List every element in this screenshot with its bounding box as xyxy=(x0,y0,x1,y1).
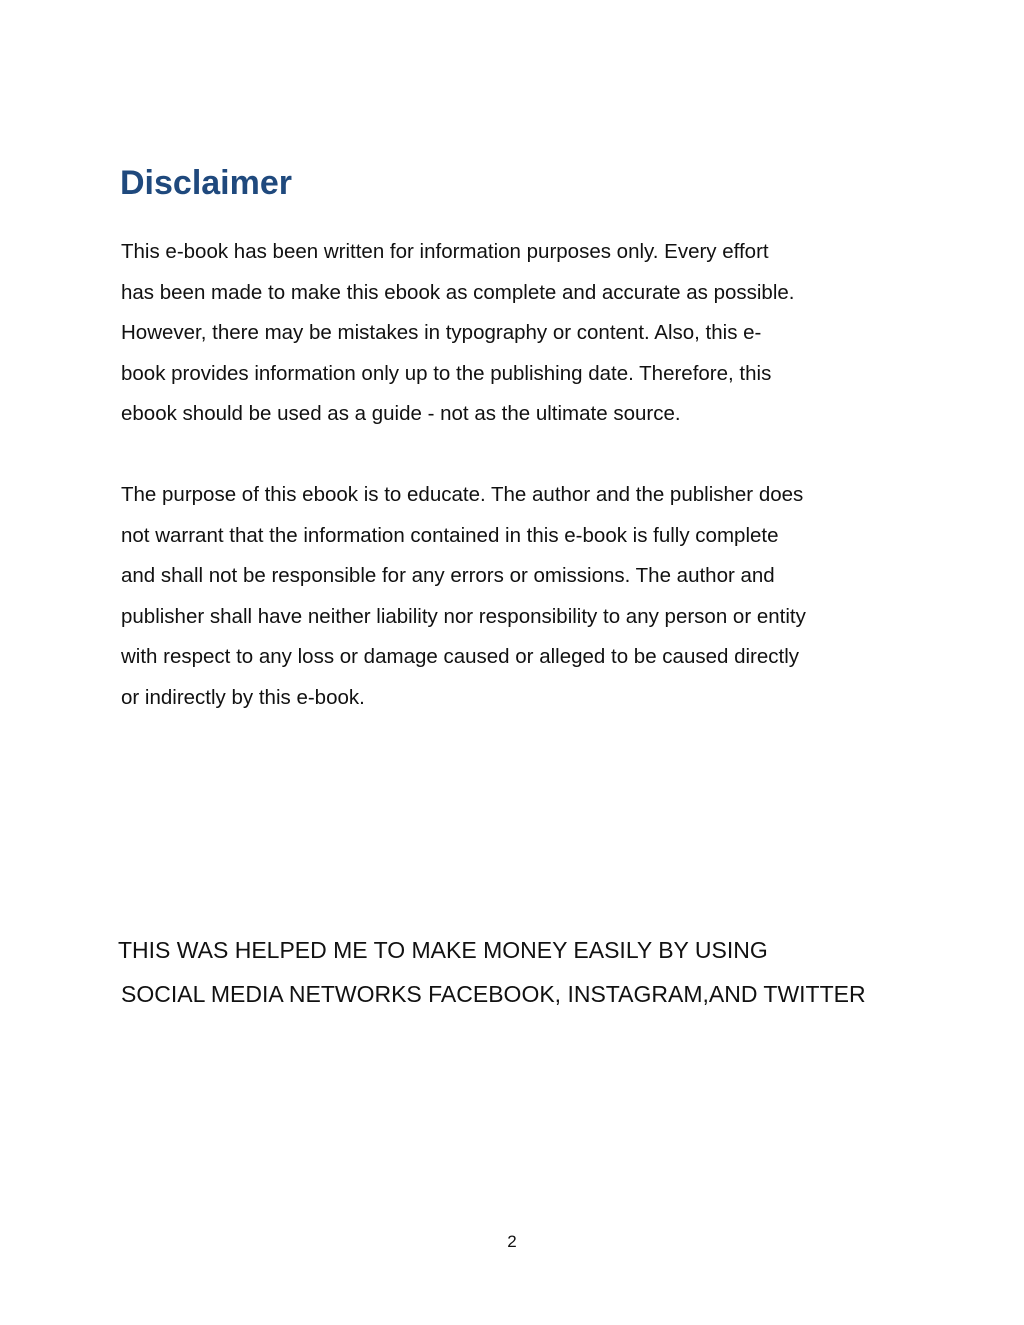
paragraph-line: has been made to make this ebook as complete and accurate as possible. xyxy=(121,280,795,304)
page-number-label: 2 xyxy=(507,1232,517,1251)
note-line: THIS WAS HELPED ME TO MAKE MONEY EASILY BY USING xyxy=(118,937,768,963)
disclaimer-paragraph-1 xyxy=(121,232,795,435)
page-title: Disclaimer xyxy=(120,164,292,202)
paragraph-line: ebook should be used as a guide - not as the ultimate source. xyxy=(121,402,681,425)
paragraph-line: book provides information only up to the publishing date. Therefore, this xyxy=(121,361,772,385)
paragraph-line: The purpose of this ebook is to educate. The author and the publisher does xyxy=(121,483,804,506)
disclaimer-paragraph-2 xyxy=(121,475,806,718)
paragraph-line: However, there may be mistakes in typography or content. Also, this e- xyxy=(121,321,762,344)
paragraph-line: publisher shall have neither liability nor responsibility to any person or entity xyxy=(121,604,806,628)
note-line: SOCIAL MEDIA NETWORKS FACEBOOK, INSTAGRAM,AND TWITTER xyxy=(121,981,866,1007)
paragraph-line: not warrant that the information contained in this e-book is fully complete xyxy=(121,523,779,547)
paragraph-line: with respect to any loss or damage caused or alleged to be caused directly xyxy=(121,645,800,668)
promo-note xyxy=(118,928,866,1016)
paragraph-line: and shall not be responsible for any errors or omissions. The author and xyxy=(121,564,775,587)
page-number xyxy=(0,1231,1024,1253)
paragraph-line: or indirectly by this e-book. xyxy=(121,685,365,709)
paragraph-line: This e-book has been written for information purposes only. Every effort xyxy=(121,240,769,263)
